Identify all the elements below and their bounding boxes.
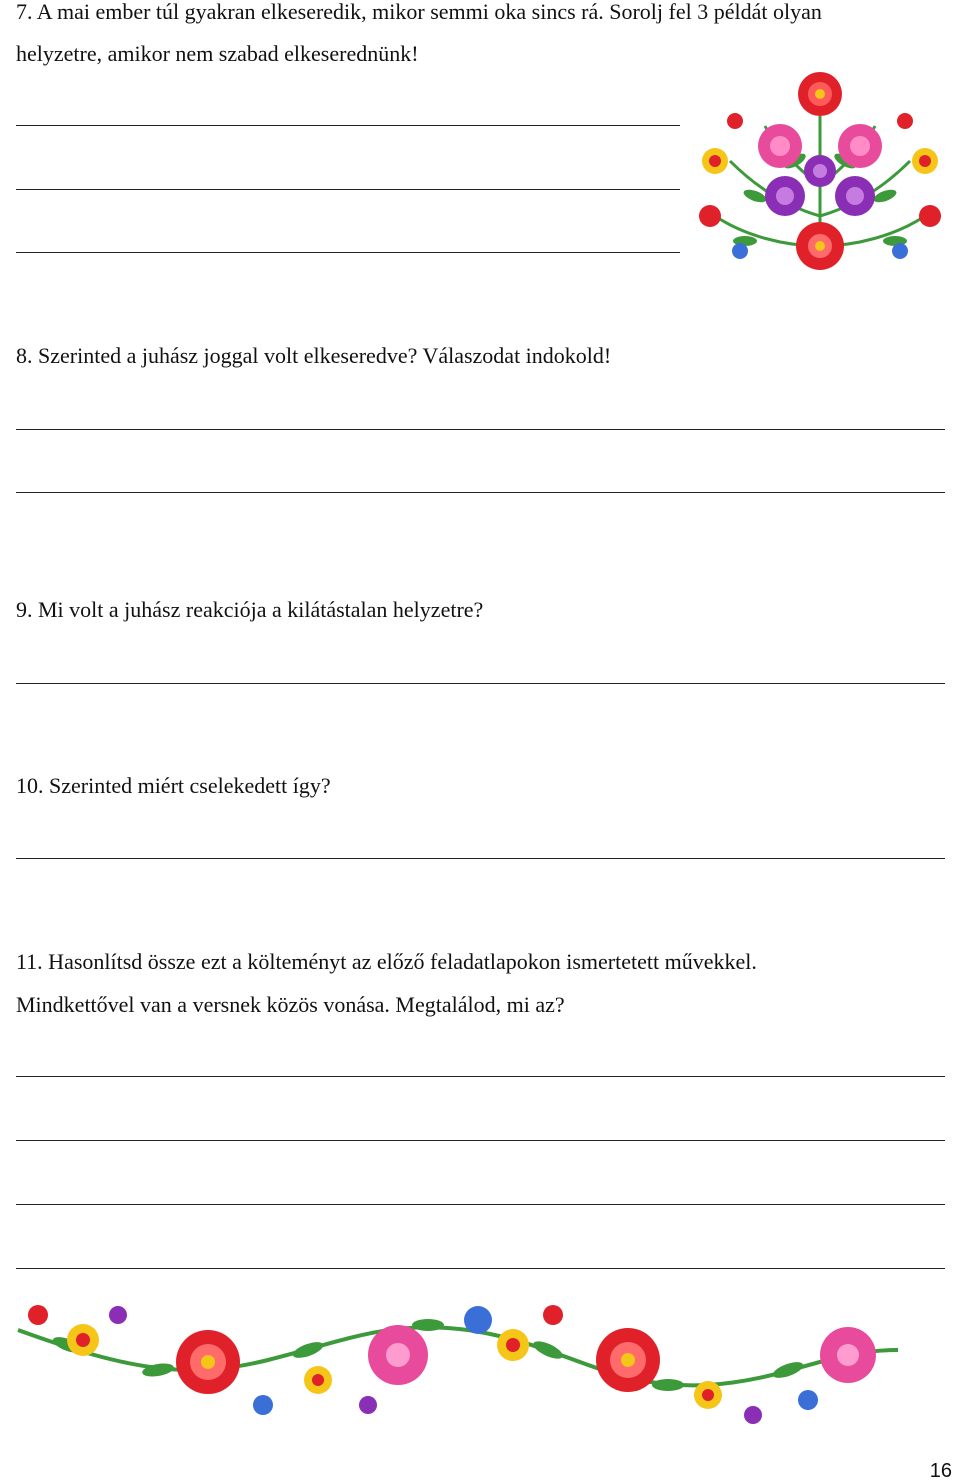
answer-line[interactable]: [16, 1076, 945, 1077]
answer-line[interactable]: [16, 683, 945, 684]
question-10: 10. Szerinted miért cselekedett így?: [16, 773, 331, 798]
answer-line[interactable]: [16, 492, 945, 493]
question-11-line-1: 11. Hasonlítsd össze ezt a költeményt az előző feladatlapokon ismertetett művekkel.: [16, 949, 757, 974]
answer-line[interactable]: [16, 252, 680, 253]
embroidery-bouquet-image: [685, 66, 955, 286]
answer-line[interactable]: [16, 1268, 945, 1269]
answer-line[interactable]: [16, 429, 945, 430]
answer-line[interactable]: [16, 1140, 945, 1141]
question-9: 9. Mi volt a juhász reakciója a kilátástalan helyzetre?: [16, 597, 484, 622]
answer-line[interactable]: [16, 858, 945, 859]
page-number: 16: [929, 1460, 952, 1482]
answer-line[interactable]: [16, 1204, 945, 1205]
answer-line[interactable]: [16, 189, 680, 190]
question-11-line-2: Mindkettővel van a versnek közös vonása. Megtalálod, mi az?: [16, 992, 565, 1017]
answer-line[interactable]: [16, 125, 680, 126]
question-7-line-1: 7. A mai ember túl gyakran elkeseredik, mikor semmi oka sincs rá. Sorolj fel 3 példát olyan: [16, 0, 822, 24]
question-8: 8. Szerinted a juhász joggal volt elkeseredve? Válaszodat indokold!: [16, 343, 612, 368]
embroidery-garland-image: [8, 1290, 908, 1440]
question-7-line-2: helyzetre, amikor nem szabad elkeserednünk!: [16, 41, 419, 66]
